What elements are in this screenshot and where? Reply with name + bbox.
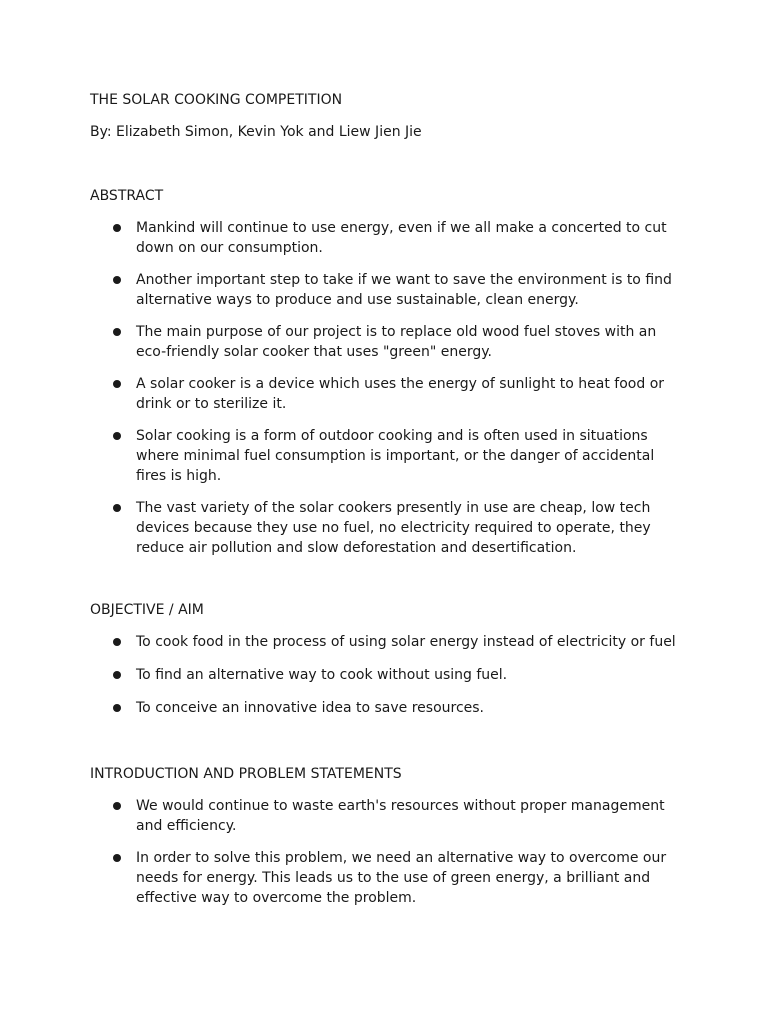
list-item	[90, 374, 676, 414]
document-byline: By: Elizabeth Simon, Kevin Yok and Liew Jien Jie	[90, 124, 422, 140]
bullet-icon	[113, 276, 121, 284]
abstract-list	[90, 218, 690, 558]
bullet-icon	[113, 704, 121, 712]
list-item	[90, 665, 676, 685]
list-item	[90, 218, 676, 258]
bullet-icon	[113, 224, 121, 232]
bullet-icon	[113, 638, 121, 646]
bullet-icon	[113, 854, 121, 862]
list-item-text: To find an alternative way to cook without using fuel.	[136, 667, 508, 683]
objective-heading: OBJECTIVE / AIM	[90, 602, 204, 618]
list-item-text: Mankind will continue to use energy, even if we all make a concerted to cut down on our consumption.	[136, 220, 667, 256]
list-item-text: We would continue to waste earth's resources without proper management and efficiency.	[136, 798, 665, 834]
bullet-icon	[113, 432, 121, 440]
list-item-text: To cook food in the process of using solar energy instead of electricity or fuel	[136, 634, 676, 650]
objective-list	[90, 632, 690, 718]
list-item	[90, 796, 676, 836]
bullet-icon	[113, 802, 121, 810]
bullet-icon	[113, 328, 121, 336]
bullet-icon	[113, 671, 121, 679]
list-item-text: The main purpose of our project is to replace old wood fuel stoves with an eco-friendly solar cooker that uses "green" energy.	[136, 324, 657, 360]
list-item-text: To conceive an innovative idea to save resources.	[136, 700, 485, 716]
list-item	[90, 848, 676, 908]
introduction-heading: INTRODUCTION AND PROBLEM STATEMENTS	[90, 766, 402, 782]
document-title: THE SOLAR COOKING COMPETITION	[90, 92, 343, 108]
list-item	[90, 698, 676, 718]
bullet-icon	[113, 380, 121, 388]
list-item	[90, 270, 676, 310]
list-item-text: Solar cooking is a form of outdoor cooking and is often used in situations where minimal fuel consumption is important, or the danger of accidental fires is high.	[136, 428, 655, 484]
list-item-text: Another important step to take if we want to save the environment is to find alternative ways to produce and use sustainable, clean energy.	[136, 272, 672, 308]
introduction-section	[90, 764, 690, 920]
list-item	[90, 498, 676, 558]
list-item-text: A solar cooker is a device which uses the energy of sunlight to heat food or drink or to sterilize it.	[136, 376, 665, 412]
list-item-text: In order to solve this problem, we need an alternative way to overcome our needs for energy. This leads us to the use of green energy, a brilliant and effective way to overcome the problem.	[136, 850, 667, 906]
list-item	[90, 426, 676, 486]
objective-section	[90, 600, 690, 731]
list-item	[90, 632, 676, 652]
list-item	[90, 322, 676, 362]
introduction-list	[90, 796, 690, 908]
abstract-heading: ABSTRACT	[90, 188, 164, 204]
bullet-icon	[113, 504, 121, 512]
abstract-section	[90, 186, 690, 570]
list-item-text: The vast variety of the solar cookers presently in use are cheap, low tech devices because they use no fuel, no electricity required to operate, they reduce air pollution and slow deforestation and desertification.	[136, 500, 651, 556]
